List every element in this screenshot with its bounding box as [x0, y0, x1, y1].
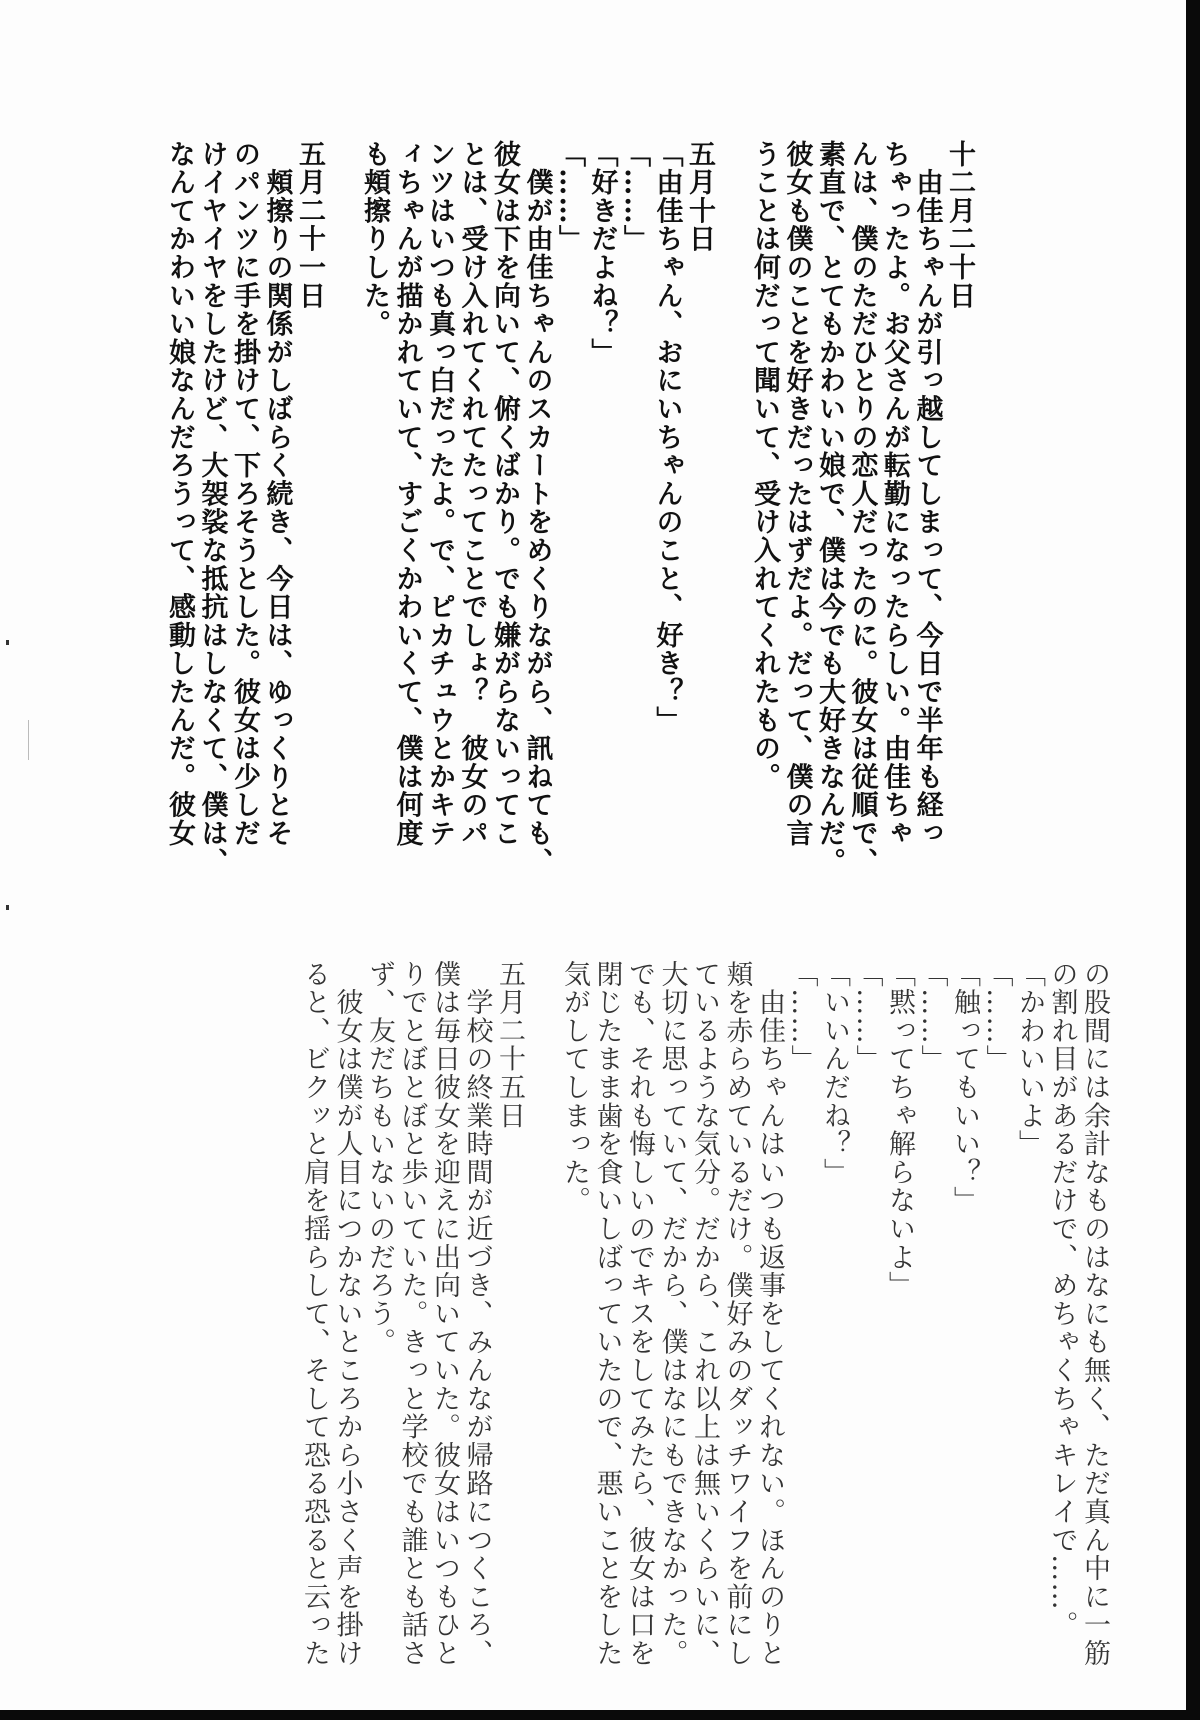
text-line: りでとぼとぼと歩いていた。きっと学校でも誰とも話さ [396, 960, 428, 1668]
text-line: 素直で、とてもかわいい娘で、僕は今でも大好きなんだ。 [814, 140, 845, 876]
text-line: 「黙ってちゃ解らないよ」 [884, 960, 915, 1300]
scan-speck [6, 640, 9, 645]
text-line: 由佳ちゃんはいつも返事をしてくれない。ほんのりと [754, 960, 785, 1668]
diary-text-top [163, 140, 976, 876]
text-line: でも、それも悔しいのでキスをしてみたら、彼女は口を [624, 960, 655, 1668]
text-line: 「……」 [554, 140, 585, 254]
text-line: 「……」 [619, 140, 650, 254]
text-line: 「……」 [851, 960, 883, 1074]
text-line: 頬擦りの関係がしばらく続き、今日は、ゆっくりとそ [261, 140, 293, 848]
text-line: ず、友だちもいないのだろう。 [364, 960, 395, 1357]
text-line [715, 140, 748, 840]
text-line: ると、ビクッと肩を揺らして、そして恐る恐ると云った [299, 960, 330, 1668]
scan-speck [6, 905, 9, 910]
text-line: 「好きだよね？」 [586, 140, 618, 367]
text-line: 彼女も僕のことを好きだったはずだよ。だって、僕の言 [781, 140, 813, 848]
text-line: 気がしてしまった。 [559, 960, 590, 1215]
text-line: 彼女は下を向いて、俯くばかり。でも嫌がらないってこ [489, 140, 520, 848]
text-line: 五月二十一日 [294, 140, 325, 310]
scan-border-bottom [0, 1710, 1200, 1720]
text-line: 「……」 [786, 960, 818, 1074]
text-line: 十二月二十日 [944, 140, 975, 310]
text-line: ィちゃんが描かれていて、すごくかわいくて、僕は何度 [391, 140, 423, 848]
text-line: も頬擦りした。 [359, 140, 390, 339]
text-line: 閉じたまま歯を食いしばっていたので、悪いことをした [591, 960, 623, 1668]
text-line: 「いいんだね？」 [819, 960, 850, 1187]
text-line: なんてかわいい娘なんだろうって、感動したんだ。彼女 [164, 140, 195, 848]
text-line: けイヤイヤをしたけど、大袈裟な抵抗はしなくて、僕は、 [196, 140, 228, 876]
scan-speck [28, 720, 29, 760]
text-line: 「由佳ちゃん、おにいちゃんのこと、好き？」 [651, 140, 683, 735]
scan-border-right [1186, 0, 1200, 1720]
diary-text-bottom [298, 960, 1111, 1668]
text-line: の股間には余計なものはなにも無く、ただ真ん中に一筋 [1079, 960, 1110, 1668]
text-line: 「触ってもいい？」 [949, 960, 980, 1215]
text-line: 「……」 [916, 960, 948, 1074]
text-line: 「……」 [981, 960, 1013, 1074]
text-line: 由佳ちゃんが引っ越してしまって、今日で半年も経っ [911, 140, 943, 848]
text-line: の割れ目があるだけで、めちゃくちゃキレイで……。 [1046, 960, 1078, 1640]
text-line [525, 960, 558, 1660]
text-line: ンツはいつも真っ白だったよ。で、ピカチュウとかキテ [424, 140, 455, 848]
text-line: 僕が由佳ちゃんのスカートをめくりながら、訊ねても、 [521, 140, 553, 876]
text-line: 僕は毎日彼女を迎えに出向いていた。彼女はいつもひと [429, 960, 460, 1668]
text-line: 五月二十五日 [494, 960, 525, 1130]
text-line: のパンツに手を掛けて、下ろそうとした。彼女は少しだ [229, 140, 260, 848]
text-line: とは、受け入れてくれてたってことでしょ？ 彼女のパ [456, 140, 488, 848]
text-line: 五月十日 [684, 140, 715, 254]
text-line: 彼女は僕が人目につかないところから小さく声を掛け [331, 960, 363, 1668]
text-line: 学校の終業時間が近づき、みんなが帰路につくころ、 [461, 960, 493, 1668]
text-line: ちゃったよ。お父さんが転勤になったらしい。由佳ちゃ [879, 140, 910, 848]
text-line: 大切に思っていて、だから、僕はなにもできなかった。 [656, 960, 688, 1668]
text-line [325, 140, 358, 840]
text-line: うことは何だって聞いて、受け入れてくれたもの。 [749, 140, 780, 791]
text-line: 「かわいいよ」 [1014, 960, 1045, 1159]
text-line: ているような気分。だから、これ以上は無いくらいに、 [689, 960, 720, 1668]
text-line: 頬を赤らめているだけ。僕好みのダッチワイフを前にし [721, 960, 753, 1668]
text-line: んは、僕のただひとりの恋人だったのに。彼女は従順で、 [846, 140, 878, 876]
